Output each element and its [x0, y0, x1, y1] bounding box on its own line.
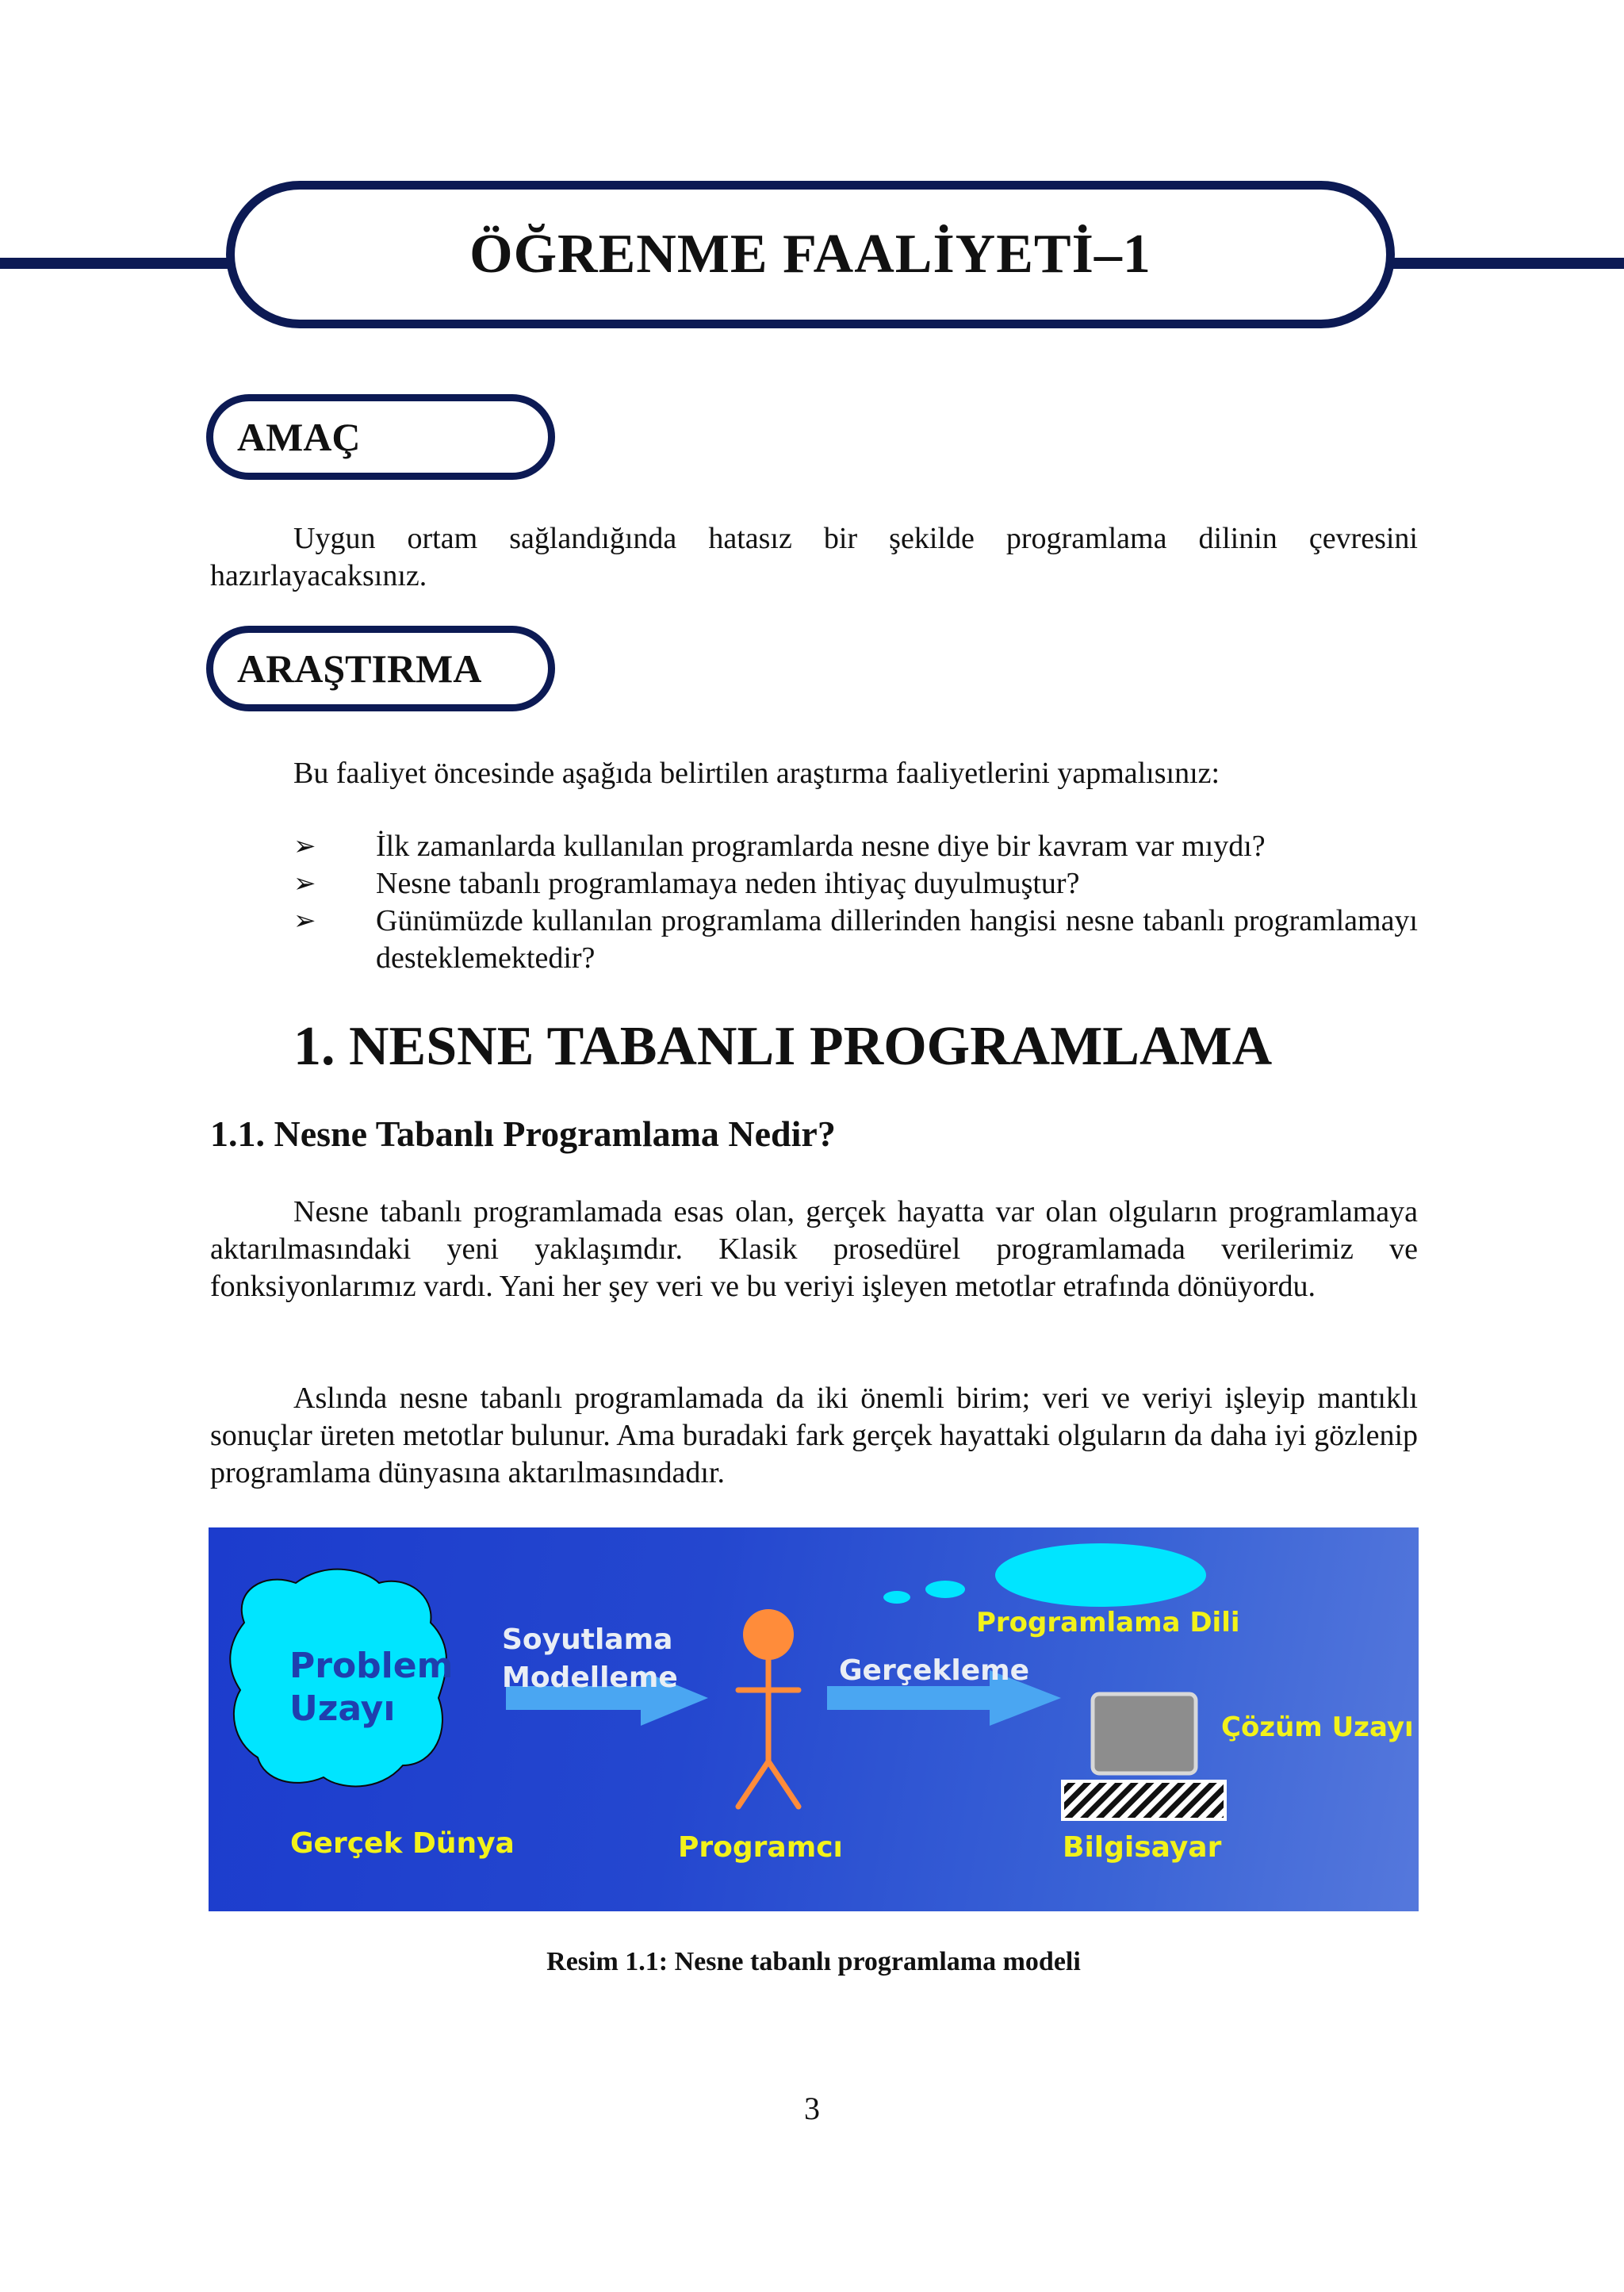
amac-label: AMAÇ: [237, 415, 361, 459]
real-world-label: Gerçek Dünya: [290, 1827, 515, 1860]
paragraph-1: Nesne tabanlı programlamada esas olan, gerçek hayatta var olan olguların programlamaya aktarılmasındaki yeni yaklaşımdır. Klasik prosedürel programlamada verilerimiz ve fonksiyonlarımız vardı. Yani her şey veri ve bu veriyi işleyen metotlar etrafında dönüyordu.: [210, 1195, 1418, 1303]
list-item: ➢ Nesne tabanlı programlamaya neden ihtiyaç duyulmuştur?: [293, 865, 1418, 903]
amac-text-line1: Uygun ortam sağlandığında hatasız bir şekilde programlama dilinin çevresini: [293, 522, 1418, 555]
header-banner: [226, 181, 1395, 328]
arastirma-bullet-list: [293, 828, 1418, 977]
amac-text: [210, 520, 1418, 595]
header-line-left: [0, 258, 238, 269]
thought-bubble-medium-icon: [925, 1581, 965, 1598]
header-line-right: [1384, 258, 1624, 269]
problem-space-label: Problem Uzayı: [289, 1646, 454, 1729]
computer-label: Bilgisayar: [1063, 1831, 1222, 1864]
programming-language-label: Programlama Dili: [976, 1607, 1240, 1639]
computer-screen-icon: [1093, 1694, 1196, 1773]
subsection-heading: 1.1. Nesne Tabanlı Programlama Nedir?: [210, 1113, 836, 1154]
figure-caption: Resim 1.1: Nesne tabanlı programlama modeli: [546, 1947, 1081, 1976]
programmer-label: Programcı: [678, 1831, 843, 1864]
thought-bubble-small-icon: [883, 1591, 910, 1604]
page-number: 3: [804, 2091, 820, 2126]
amac-label-box: [206, 394, 555, 480]
computer-keyboard-icon: [1063, 1781, 1225, 1819]
programmer-stick-figure-icon: [738, 1609, 799, 1807]
arrow-bullet-icon: ➢: [293, 868, 316, 899]
list-item: ➢ İlk zamanlarda kullanılan programlarda nesne diye bir kavram var mıydı?: [293, 828, 1418, 865]
arastirma-label-box: [206, 626, 555, 711]
thought-bubble-large-icon: [995, 1543, 1206, 1607]
arastirma-label: ARAŞTIRMA: [237, 646, 482, 691]
paragraph-2: Aslında nesne tabanlı programlamada da iki önemli birim; veri ve veriyi işleyip mantıklı sonuçlar üreten metotlar bulunur. Ama buradaki fark gerçek hayattaki olguların da daha iyi gözlenip programlama dünyasına aktarılmasındadır.: [210, 1382, 1418, 1489]
solution-space-label: Çözüm Uzayı: [1221, 1711, 1414, 1743]
arrow-bullet-icon: ➢: [293, 905, 316, 937]
section-heading: 1. NESNE TABANLI PROGRAMLAMA: [293, 1016, 1273, 1077]
oop-model-figure: [209, 1527, 1419, 1911]
list-item: ➢ Günümüzde kullanılan programlama dillerinden hangisi nesne tabanlı programlamayı desteklemektedir?: [293, 904, 1418, 975]
implementation-label: Gerçekleme: [839, 1654, 1030, 1687]
arastirma-intro: Bu faaliyet öncesinde aşağıda belirtilen araştırma faaliyetlerini yapmalısınız:: [293, 757, 1220, 790]
page-title: ÖĞRENME FAALİYETİ–1: [469, 224, 1151, 285]
arrow-bullet-icon: ➢: [293, 830, 316, 862]
abstraction-label: Soyutlama Modelleme: [502, 1623, 678, 1694]
amac-text-line2: hazırlayacaksınız.: [210, 559, 427, 592]
